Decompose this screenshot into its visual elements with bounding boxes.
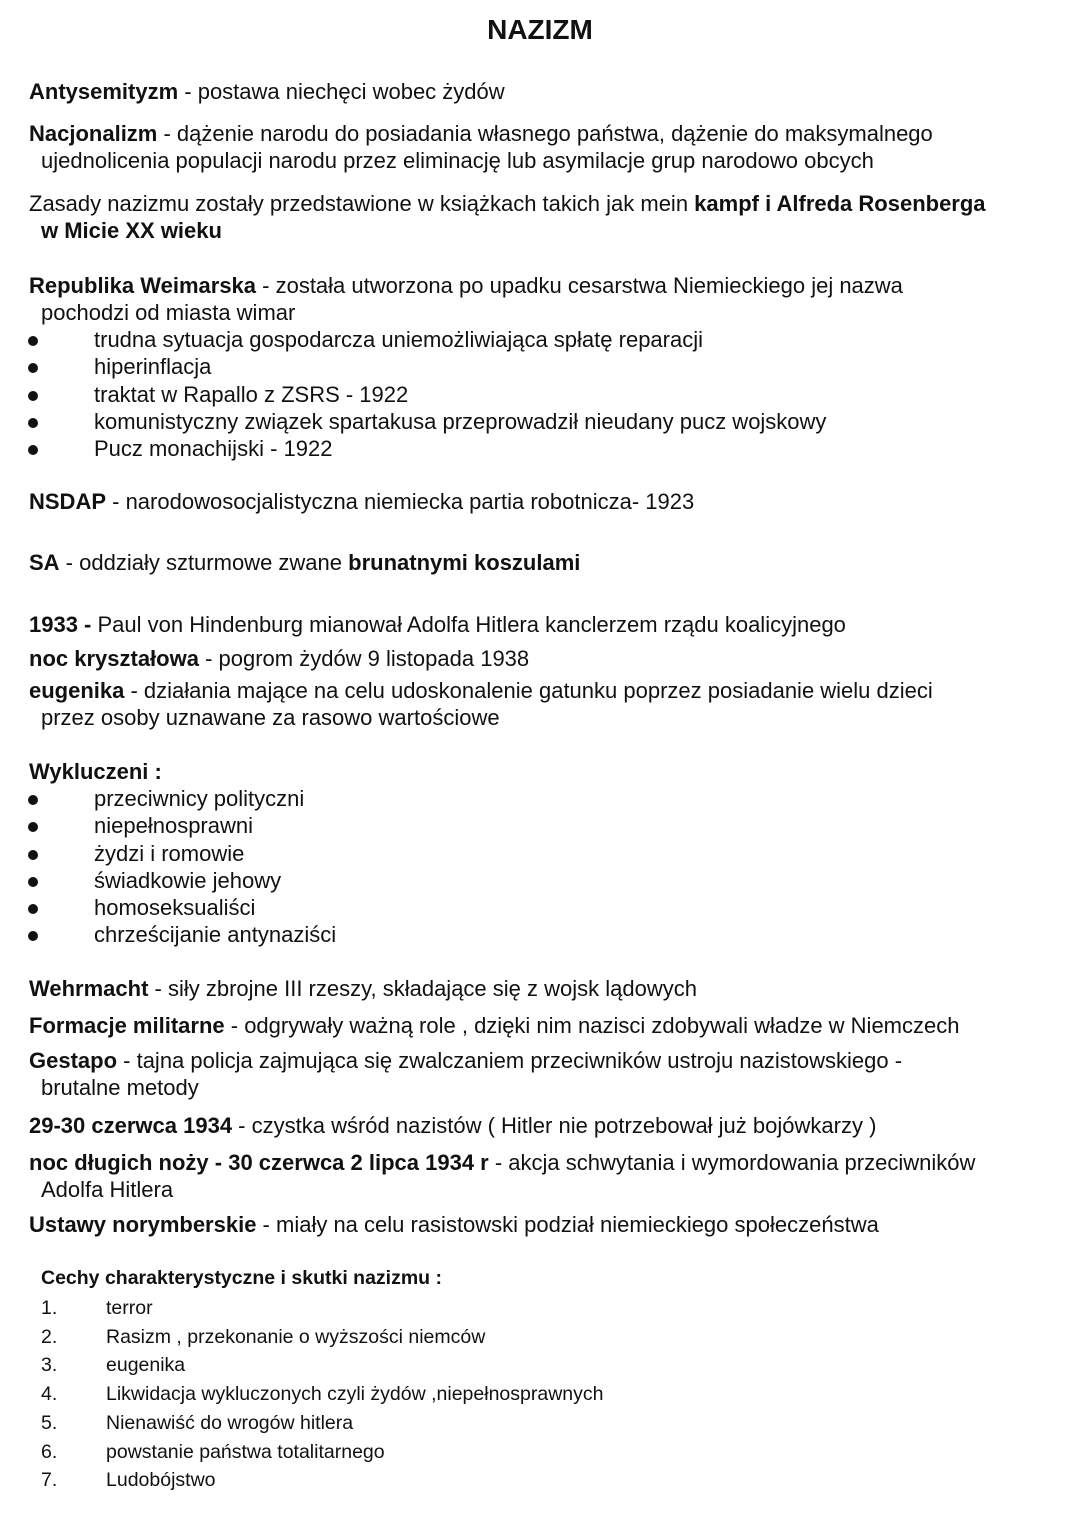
description-continued: Adolfa Hitlera [41, 1177, 174, 1202]
item-number: 3. [41, 1354, 58, 1377]
cechy-heading: Cechy charakterystyczne i skutki nazizmu : [41, 1267, 442, 1289]
definition-formacje-militarne [29, 1012, 1064, 1039]
description: - odgrywały ważną role , dzięki nim nazisci zdobywali władze w Niemczech [224, 1013, 960, 1038]
list-item: niepełnosprawni [26, 812, 1026, 839]
definition-ustawy-norymberskie [29, 1211, 1064, 1238]
list-item [41, 1351, 603, 1380]
term: Ustawy norymberskie [29, 1212, 257, 1237]
event-1933 [29, 611, 1064, 638]
emphasis: brunatnymi koszulami [348, 550, 581, 575]
item-number: 4. [41, 1383, 58, 1406]
list-item: homoseksualiści [26, 894, 1026, 921]
item-number: 7. [41, 1469, 58, 1492]
list-item: komunistyczny związek spartakusa przeprowadził nieudany pucz wojskowy [26, 408, 1026, 435]
description-continued: pochodzi od miasta wimar [41, 300, 296, 325]
definition-republika-weimarska [29, 272, 1064, 326]
list-item [41, 1323, 603, 1352]
definition-antysemityzm [29, 78, 1064, 105]
item-number: 6. [41, 1440, 58, 1463]
description: - narodowosocjalistyczna niemiecka partia robotnicza- 1923 [106, 489, 695, 514]
list-item [41, 1409, 603, 1438]
term: eugenika [29, 678, 125, 703]
description: - działania mające na celu udoskonalenie gatunku poprzez posiadanie wielu dzieci [124, 678, 933, 703]
list-item: chrześcijanie antynaziści [26, 921, 1026, 948]
item-text: powstanie państwa totalitarnego [106, 1440, 385, 1463]
list-item: żydzi i romowie [26, 840, 1026, 867]
definition-nacjonalizm [29, 120, 1064, 174]
description-continued: przez osoby uznawane za rasowo wartościowe [41, 705, 500, 730]
item-text: Ludobójstwo [106, 1469, 216, 1492]
item-text: terror [106, 1297, 153, 1319]
list-item: przeciwnicy polityczni [26, 785, 1026, 812]
description: Paul von Hindenburg mianował Adolfa Hitlera kanclerzem rządu koalicyjnego [91, 612, 846, 637]
description: - postawa niechęci wobec żydów [178, 79, 505, 104]
description: - siły zbrojne III rzeszy, składające się z wojsk lądowych [148, 976, 697, 1001]
bullet-icon [28, 931, 38, 941]
description: - pogrom żydów 9 listopada 1938 [198, 646, 530, 671]
description: - dążenie narodu do posiadania własnego państwa, dążenie do maksymalnego [157, 121, 933, 146]
term: NSDAP [29, 489, 107, 514]
description-continued: ujednolicenia populacji narodu przez eliminację lub asymilacje grup narodowo obcych [41, 148, 874, 173]
zasady-nazizmu-paragraph [29, 190, 1064, 244]
bullet-icon [28, 418, 38, 428]
term: Antysemityzm [29, 79, 179, 104]
bullet-icon [28, 336, 38, 346]
bullet-icon [28, 904, 38, 914]
list-item [41, 1294, 603, 1323]
page-title: NAZIZM [487, 14, 593, 45]
list-item: świadkowie jehowy [26, 867, 1026, 894]
list-item: trudna sytuacja gospodarcza uniemożliwiająca spłatę reparacji [26, 326, 1026, 353]
definition-sa [29, 549, 1064, 576]
list-item [41, 1438, 603, 1467]
bullet-icon [28, 795, 38, 805]
definition-noc-krysztalowa [29, 645, 1064, 672]
wykluczeni-heading: Wykluczeni : [29, 759, 162, 784]
term: noc długich noży - 30 czerwca 2 lipca 1934 r [29, 1150, 489, 1175]
term: 29-30 czerwca 1934 [29, 1113, 233, 1138]
description: - czystka wśród nazistów ( Hitler nie potrzebował już bojówkarzy ) [232, 1113, 877, 1138]
bullet-icon [28, 445, 38, 455]
term: Gestapo [29, 1048, 118, 1073]
description: - tajna policja zajmująca się zwalczaniem przeciwników ustroju nazistowskiego - [117, 1048, 903, 1073]
bullet-icon [28, 877, 38, 887]
item-number: 1. [41, 1297, 58, 1319]
bullet-icon [28, 850, 38, 860]
item-text: Rasizm , przekonanie o wyższości niemców [106, 1325, 486, 1348]
item-text: eugenika [106, 1354, 186, 1377]
list-item [41, 1380, 603, 1409]
definition-eugenika [29, 677, 1064, 731]
book-reference-continued: w Micie XX wieku [41, 218, 222, 243]
event-noc-dlugich-nozy [29, 1149, 1064, 1203]
book-reference: kampf i Alfreda Rosenberga [694, 191, 986, 216]
list-item [41, 1466, 603, 1495]
bullet-icon [28, 363, 38, 373]
item-text: Likwidacja wykluczonych czyli żydów ,niepełnosprawnych [106, 1383, 604, 1406]
description: - miały na celu rasistowski podział niemieckiego społeczeństwa [256, 1212, 879, 1237]
item-number: 5. [41, 1411, 58, 1434]
weimar-bullet-list [26, 326, 1026, 462]
bullet-icon [28, 391, 38, 401]
term: Wehrmacht [29, 976, 149, 1001]
event-czystka-1934 [29, 1112, 1064, 1139]
description: - została utworzona po upadku cesarstwa Niemieckiego jej nazwa [256, 273, 903, 298]
definition-nsdap [29, 488, 1064, 515]
list-item: Pucz monachijski - 1922 [26, 435, 1026, 462]
description: - akcja schwytania i wymordowania przeciwników [488, 1150, 976, 1175]
list-item: traktat w Rapallo z ZSRS - 1922 [26, 381, 1026, 408]
description-continued: brutalne metody [41, 1075, 199, 1100]
term: Formacje militarne [29, 1013, 225, 1038]
description: - oddziały szturmowe zwane [59, 550, 349, 575]
item-number: 2. [41, 1325, 58, 1348]
bullet-icon [28, 822, 38, 832]
item-text: Nienawiść do wrogów hitlera [106, 1411, 354, 1434]
term: 1933 - [29, 612, 92, 637]
definition-wehrmacht [29, 975, 1064, 1002]
term: SA [29, 550, 60, 575]
term: Nacjonalizm [29, 121, 158, 146]
term: noc kryształowa [29, 646, 199, 671]
wykluczeni-bullet-list [26, 785, 1026, 949]
cechy-numbered-list [41, 1294, 603, 1495]
term: Republika Weimarska [29, 273, 257, 298]
definition-gestapo [29, 1047, 1064, 1101]
list-item: hiperinflacja [26, 353, 1026, 380]
text: Zasady nazizmu zostały przedstawione w książkach takich jak mein [29, 191, 695, 216]
